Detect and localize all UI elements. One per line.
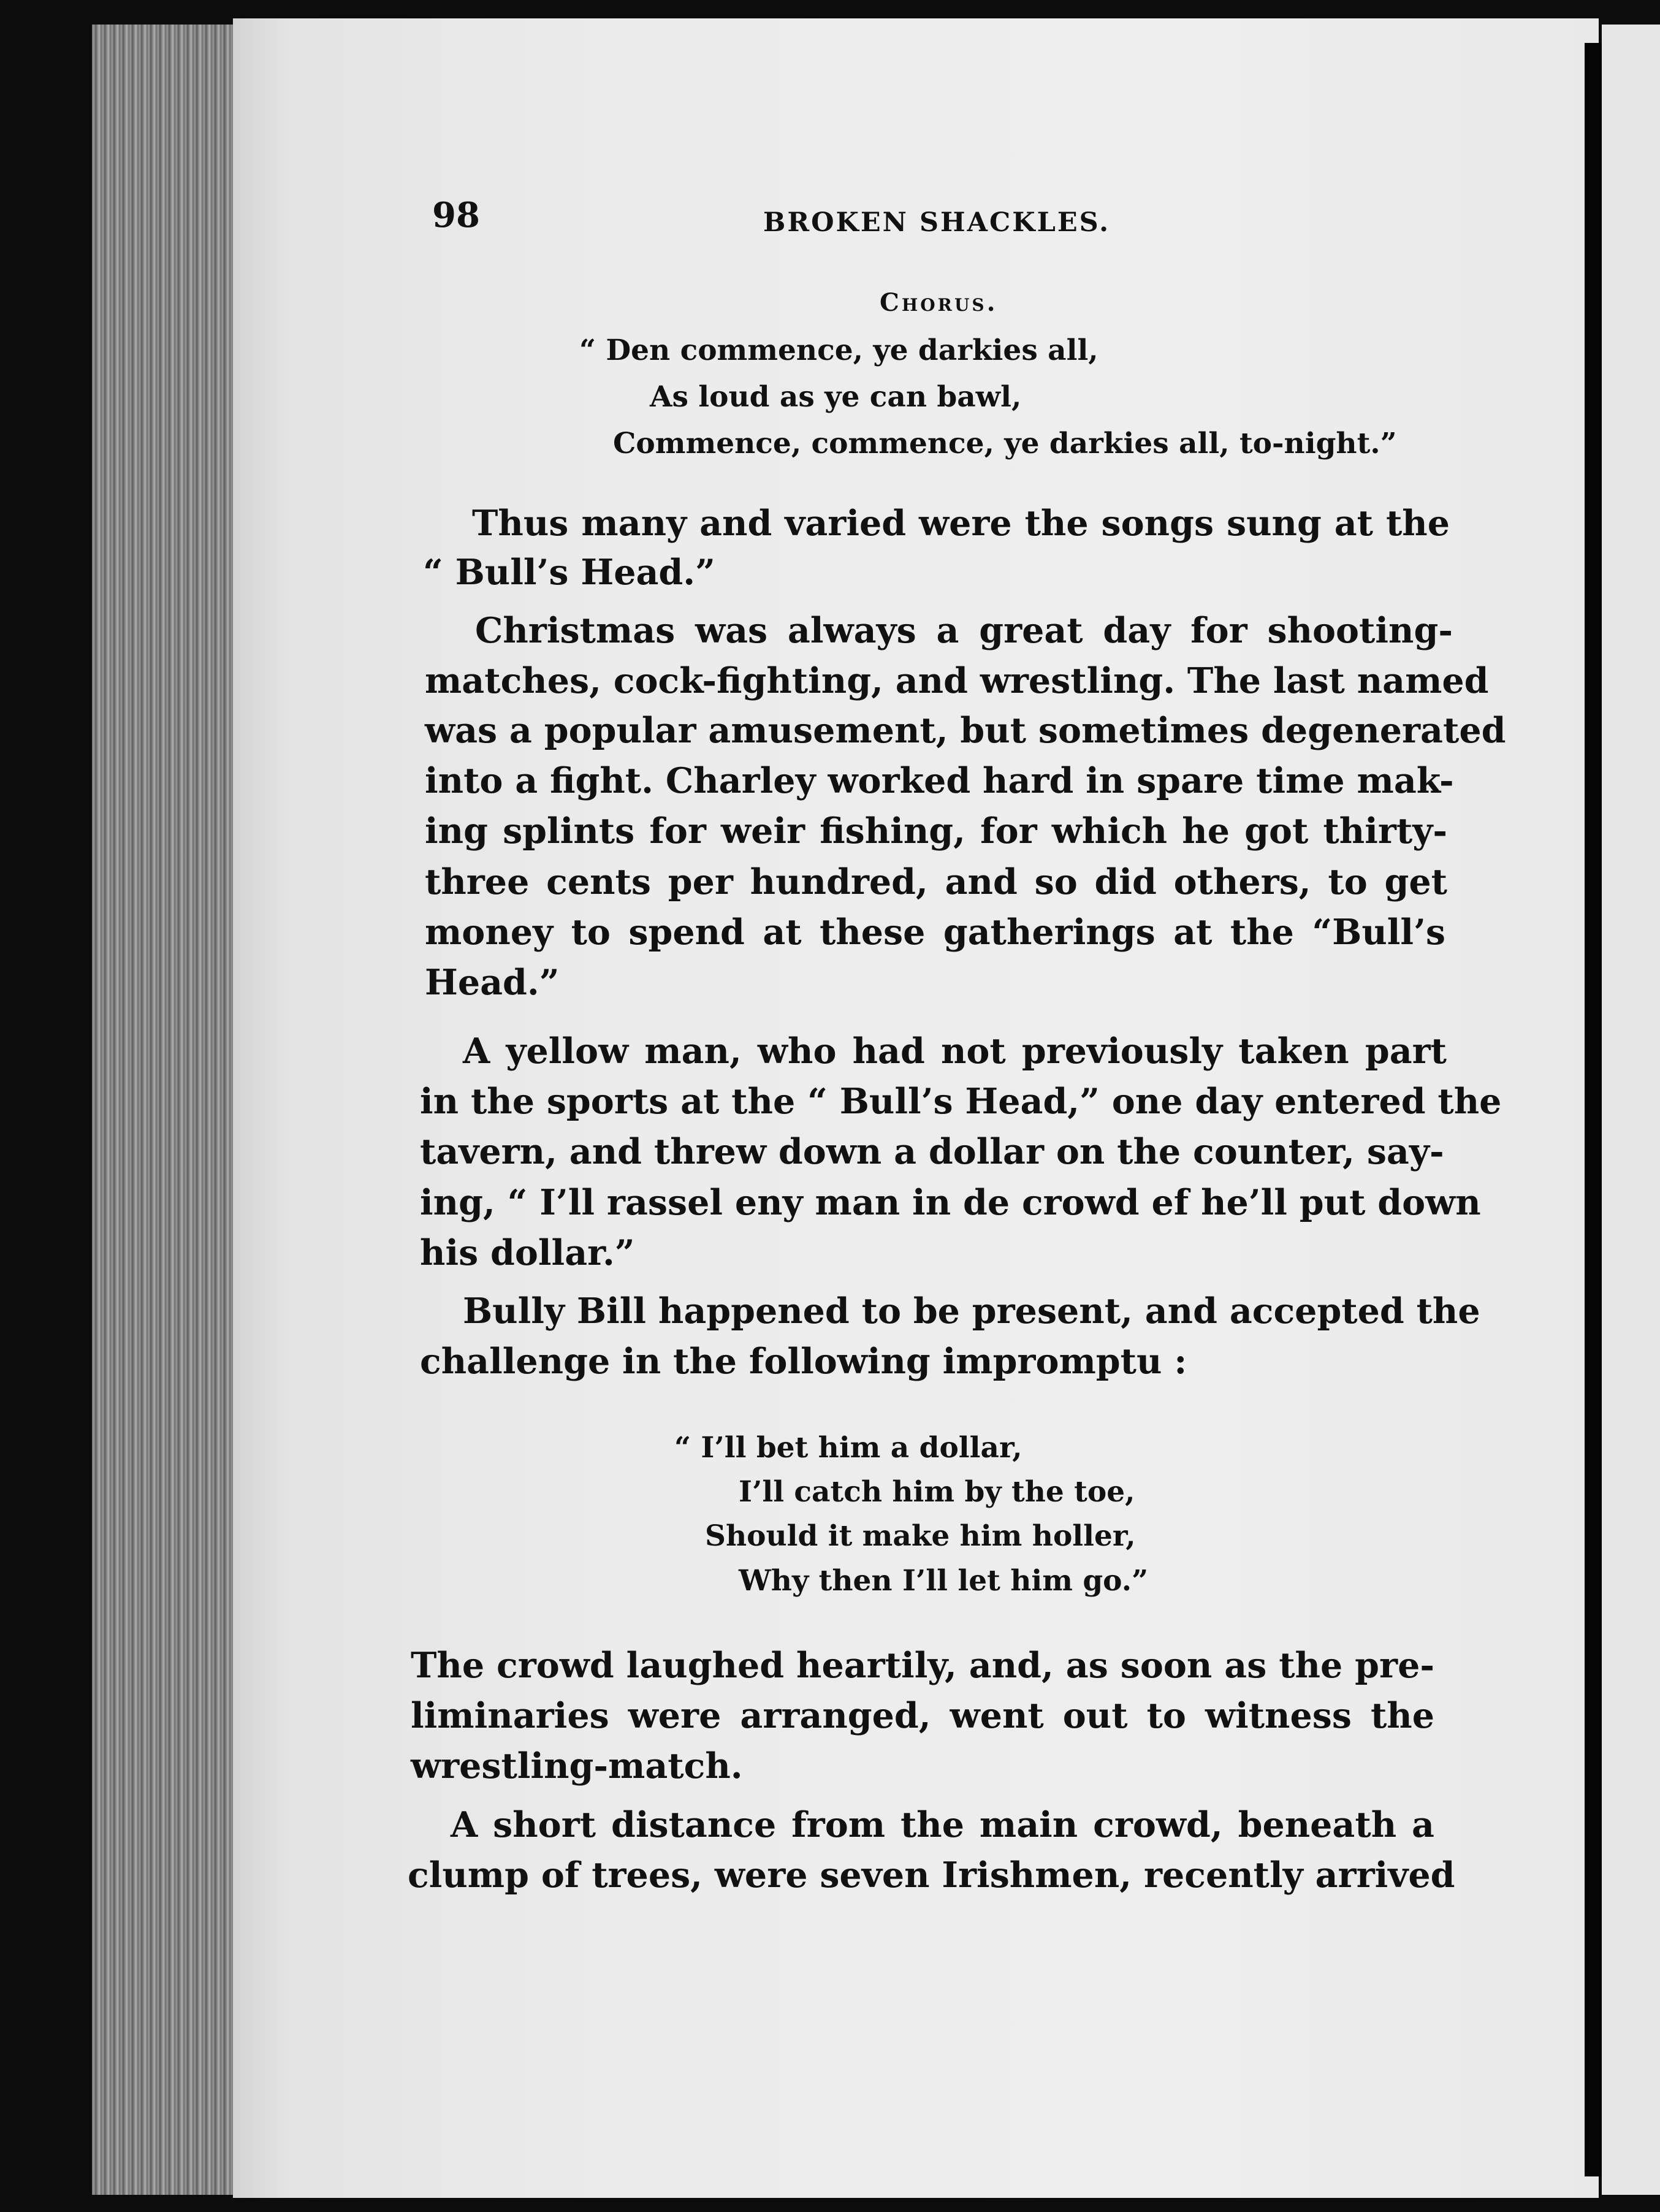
paragraph-line: his dollar.”	[420, 1232, 635, 1273]
chorus-heading: Chorus.	[880, 288, 998, 317]
paragraph-line: into a fight. Charley worked hard in spare time mak-	[425, 760, 1454, 801]
facing-page-edge	[1602, 25, 1660, 2195]
paragraph-line: tavern, and threw down a dollar on the counter, say-	[420, 1131, 1444, 1172]
paragraph-line: ing splints for weir fishing, for which he got thirty-	[425, 810, 1447, 852]
paragraph-line: matches, cock-fighting, and wrestling. The last named	[425, 660, 1489, 701]
paragraph-line: was a popular amusement, but sometimes degenerated	[425, 710, 1506, 751]
paragraph-line: Christmas was always a great day for shooting-	[475, 610, 1453, 651]
paragraph-line: in the sports at the “ Bull’s Head,” one day entered the	[420, 1081, 1502, 1122]
paragraph-line: The crowd laughed heartily, and, as soon as the pre-	[411, 1645, 1434, 1686]
paragraph-line: liminaries were arranged, went out to witness the	[411, 1695, 1434, 1736]
paragraph-line: wrestling-match.	[411, 1745, 743, 1787]
paragraph-line: Head.”	[425, 962, 560, 1003]
running-title: BROKEN SHACKLES.	[763, 207, 1111, 238]
paragraph-line: clump of trees, were seven Irishmen, recently arrived	[408, 1855, 1455, 1896]
paragraph-line: money to spend at these gatherings at the “Bull’s	[425, 912, 1445, 953]
impromptu-line: I’ll catch him by the toe,	[739, 1475, 1135, 1509]
paragraph-line: Thus many and varied were the songs sung at the	[472, 503, 1450, 544]
paragraph-line: three cents per hundred, and so did others, to get	[425, 861, 1447, 902]
chorus-line: As loud as ye can bawl,	[650, 380, 1022, 414]
chorus-line: Commence, commence, ye darkies all, to-night.”	[613, 427, 1397, 460]
impromptu-line: “ I’ll bet him a dollar,	[674, 1431, 1022, 1465]
paragraph-line: A yellow man, who had not previously taken part	[463, 1031, 1447, 1072]
impromptu-line: Should it make him holler,	[705, 1519, 1136, 1553]
paragraph-line: ing, “ I’ll rassel eny man in de crowd ef he’ll put down	[420, 1182, 1481, 1223]
page-number: 98	[432, 195, 480, 235]
paragraph-line: A short distance from the main crowd, beneath a	[451, 1804, 1434, 1845]
impromptu-line: Why then I’ll let him go.”	[739, 1564, 1149, 1598]
paragraph-line: “ Bull’s Head.”	[423, 552, 715, 593]
paragraph-line: challenge in the following impromptu :	[420, 1341, 1187, 1382]
chorus-line: “ Den commence, ye darkies all,	[579, 334, 1098, 367]
book-page-edges	[92, 25, 251, 2195]
book-spine-shadow	[1585, 43, 1602, 2176]
paragraph-line: Bully Bill happened to be present, and accepted the	[463, 1291, 1480, 1332]
